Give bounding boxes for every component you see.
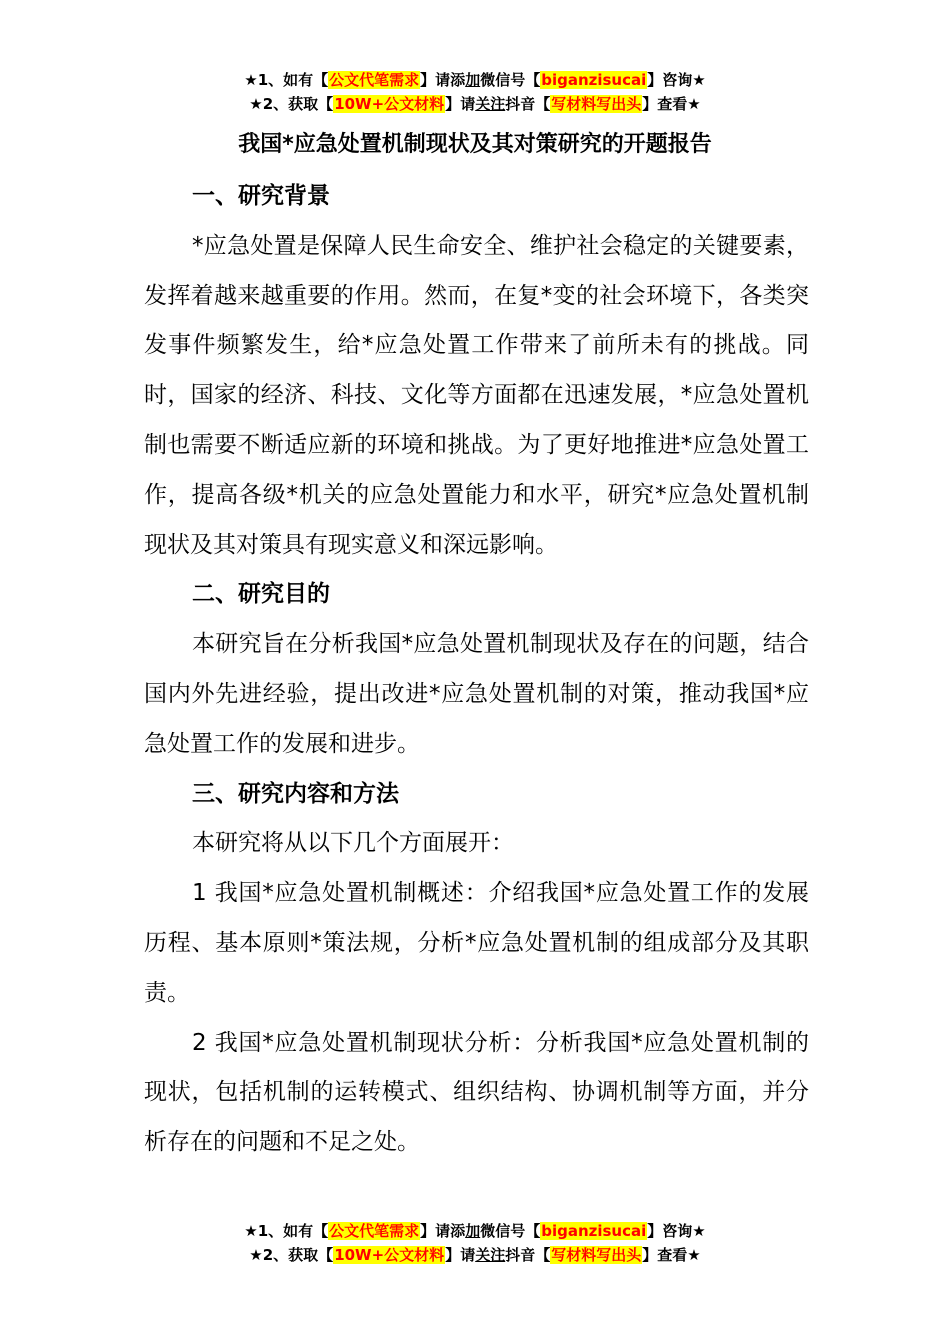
promo-text: 微信号【 (480, 1222, 541, 1240)
promo-underlined-text: 关注 (475, 95, 506, 113)
paragraph-purpose: 本研究旨在分析我国*应急处置机制现状及存在的问题，结合国内外先进经验，提出改进*应急处置机制的对策，推动我国*应急处置工作的发展和进步。 (144, 631, 809, 757)
promo-text: 】查看★ (642, 95, 701, 113)
promo-text: 抖音【 (505, 1246, 551, 1264)
promo-highlight-wechat-id: biganzisucai (541, 71, 647, 89)
promo-header (0, 68, 950, 116)
promo-text: 】请添 (420, 1222, 466, 1240)
document-body (144, 172, 809, 1168)
promo-footer (0, 1219, 950, 1267)
promo-underlined-text: 加 (465, 1222, 481, 1240)
promo-text: 】咨询★ (647, 1222, 706, 1240)
section-heading-background: 一、研究背景 (192, 183, 330, 209)
paragraph-content-item-2: 2 我国*应急处置机制现状分析：分析我国*应急处置机制的现状，包括机制的运转模式、组织结构、协调机制等方面，并分析存在的问题和不足之处。 (144, 1029, 809, 1156)
promo-text: ★1、如有【 (244, 71, 329, 89)
promo-highlight-materials: 10W+公文材料 (334, 95, 445, 113)
promo-text: 】请 (445, 1246, 476, 1264)
promo-highlight-service: 公文代笔需求 (329, 1222, 420, 1240)
paragraph-content-item-1: 1 我国*应急处置机制概述：介绍我国*应急处置工作的发展历程、基本原则*策法规，分析*应急处置机制的组成部分及其职责。 (144, 880, 809, 1006)
promo-line-2 (0, 1243, 950, 1267)
promo-highlight-douyin-account: 写材料写出头 (551, 95, 642, 113)
promo-text: 微信号【 (480, 71, 541, 89)
document-title: 我国*应急处置机制现状及其对策研究的开题报告 (238, 132, 712, 157)
promo-text: ★2、获取【 (249, 1246, 334, 1264)
promo-text: 】咨询★ (647, 71, 706, 89)
promo-line-1 (0, 68, 950, 92)
promo-highlight-wechat-id: biganzisucai (541, 1222, 647, 1240)
promo-line-2 (0, 92, 950, 116)
promo-text: 】查看★ (642, 1246, 701, 1264)
section-heading-content-methods: 三、研究内容和方法 (192, 780, 399, 807)
promo-text: 】请添 (420, 71, 466, 89)
promo-text: ★1、如有【 (244, 1222, 329, 1240)
promo-highlight-materials: 10W+公文材料 (334, 1246, 445, 1264)
paragraph-content-intro: 本研究将从以下几个方面展开： (192, 830, 514, 857)
promo-highlight-service: 公文代笔需求 (329, 71, 420, 89)
promo-text: ★2、获取【 (249, 95, 334, 113)
promo-highlight-douyin-account: 写材料写出头 (551, 1246, 642, 1264)
paragraph-background: *应急处置是保障人民生命安全、维护社会稳定的关键要素，发挥着越来越重要的作用。然而，在复*变的社会环境下，各类突发事件频繁发生，给*应急处置工作带来了前所未有的挑战。同时，国家的经济、科技、文化等方面都在迅速发展，*应急处置机制也需要不断适应新的环境和挑战。为了更好地推进*应急处置工作，提高各级*机关的应急处置能力和水平，研究*应急处置机制现状及其对策具有现实意义和深远影响。 (144, 232, 809, 558)
promo-underlined-text: 加 (465, 71, 481, 89)
promo-line-1 (0, 1219, 950, 1243)
section-heading-purpose: 二、研究目的 (192, 581, 330, 608)
promo-text: 】请 (445, 95, 476, 113)
promo-text: 抖音【 (505, 95, 551, 113)
promo-underlined-text: 关注 (475, 1246, 506, 1264)
